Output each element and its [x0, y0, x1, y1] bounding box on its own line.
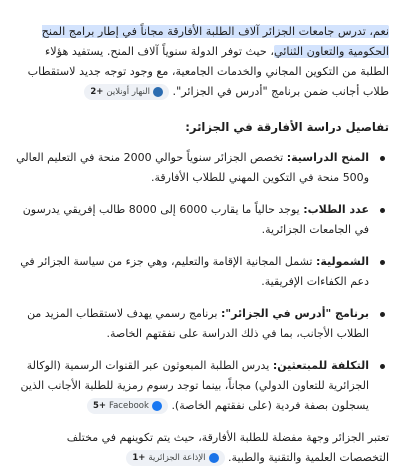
bullet-icon — [380, 156, 385, 161]
bullet-icon — [380, 312, 385, 317]
closing-paragraph — [14, 428, 389, 468]
item-text: تشمل المجانية الإقامة والتعليم، وهي جزء من سياسة الجزائر في دعم الكفاءات الإفريقية. — [20, 255, 369, 288]
radio-icon — [209, 453, 219, 463]
chip-count: +5 — [92, 401, 106, 411]
item-label: الشمولية: — [315, 255, 369, 268]
chip-count: +2 — [90, 87, 104, 97]
item-text: برنامج رسمي يهدف لاستقطاب المزيد من الطلاب الأجانب، بما في ذلك الدراسة على نفقتهم الخاصة. — [27, 307, 369, 340]
closing-text: تعتبر الجزائر وجهة مفضلة للطلبة الأفارقة، حيث يتم تكوينهم في مختلف التخصصات العلمية والتقنية والطبية. — [66, 431, 389, 464]
intro-paragraph — [14, 22, 389, 102]
facebook-icon — [152, 401, 162, 411]
item-text: يوجد حالياً ما يقارب 6000 إلى 8000 طالب إفريقي يدرسون في الجامعات الجزائرية. — [22, 203, 369, 236]
source-chip-closing[interactable] — [126, 450, 224, 466]
item-label: المنح الدراسية: — [286, 151, 369, 164]
item-text: تخصص الجزائر سنوياً حوالي 2000 منحة في التعليم العالي و500 منحة في التكوين المهني للطلاب الأفارقة. — [16, 151, 369, 184]
chip-source: النهار أونلاين — [106, 87, 150, 97]
item-label: عدد الطلاب: — [303, 203, 369, 216]
chip-count: +1 — [132, 453, 146, 463]
source-chip-facebook[interactable] — [87, 398, 168, 414]
source-chip-intro[interactable] — [84, 84, 169, 100]
section-title: تفاصيل دراسة الأفارقة في الجزائر: — [185, 120, 389, 134]
list-item — [14, 252, 389, 292]
intro-highlight: نعم، تدرس جامعات الجزائر آلاف الطلبة الأفارقة مجاناً في إطار برامج المنح الحكومية والتعاون الثنائي — [41, 25, 389, 58]
item-text: يدرس الطلبة المبعوثون عبر القنوات الرسمية (الوكالة الجزائرية للتعاون الدولي) مجاناً، بينما توجد رسوم رمزية للطلبة الأجانب الذين يسجلون بصفة فردية (على نفقتهم الخاصة). — [20, 359, 369, 412]
chip-source: Facebook — [108, 401, 149, 411]
list-item — [14, 200, 389, 240]
bullet-icon — [380, 208, 385, 213]
source-icon — [153, 87, 163, 97]
bullet-icon — [380, 364, 385, 369]
list-item — [14, 304, 389, 344]
list-item — [14, 148, 389, 188]
chip-source: الإذاعة الجزائرية — [148, 453, 206, 463]
item-label: التكلفة للمبتعثين: — [272, 359, 369, 372]
item-label: برنامج "أدرس في الجزائر": — [221, 307, 369, 320]
intro-rest: ، حيث توفر الدولة سنوياً آلاف المنح. يستفيد هؤلاء الطلبة من التكوين المجاني والخدمات الجامعية، مع وجود توجه جديد لاستقطاب طلاب أجانب ضمن برنامج "أدرس في الجزائر". — [27, 45, 389, 98]
details-list — [14, 148, 389, 416]
list-item — [14, 356, 389, 416]
bullet-icon — [380, 260, 385, 265]
